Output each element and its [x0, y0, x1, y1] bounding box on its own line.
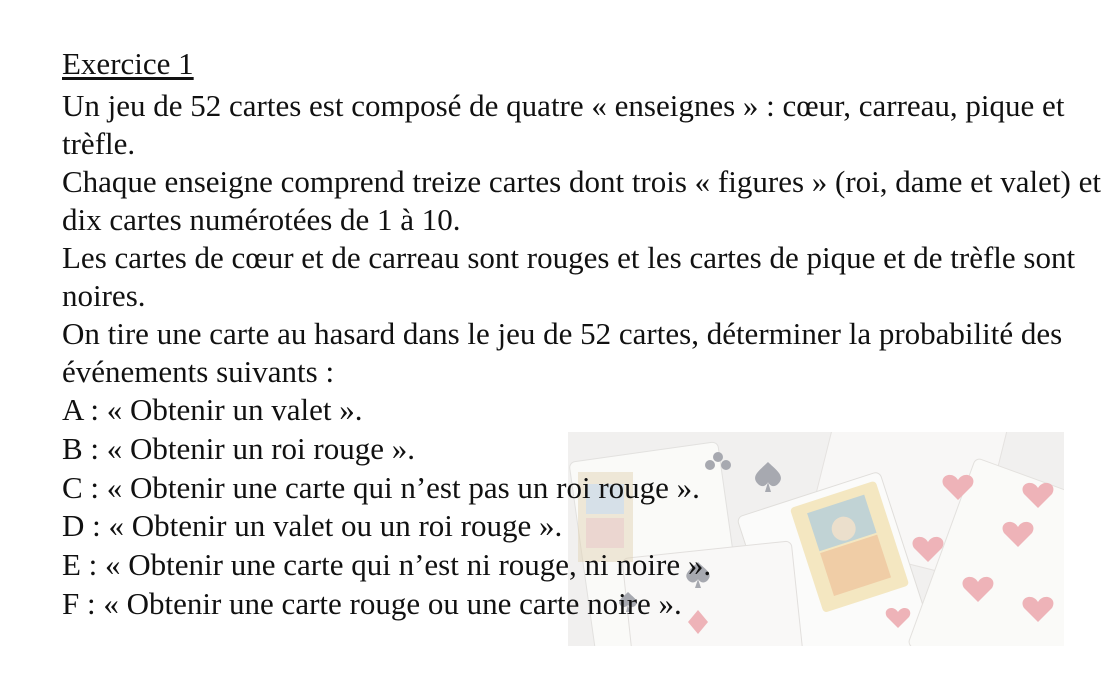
event-d: D : « Obtenir un valet ou un roi rouge ».	[62, 508, 563, 544]
events-list	[62, 391, 1107, 624]
exercise-title: Exercice 1	[62, 46, 194, 81]
suits-paragraph: Chaque enseigne comprend treize cartes dont trois « figures » (roi, dame et valet) et dix cartes numérotées de 1 à 10.	[62, 164, 1101, 237]
colors-paragraph: Les cartes de cœur et de carreau sont rouges et les cartes de pique et de trèfle sont noires.	[62, 240, 1076, 313]
intro-paragraph: Un jeu de 52 cartes est composé de quatre « enseignes » : cœur, carreau, pique et trèfle.	[62, 88, 1065, 161]
event-a: A : « Obtenir un valet ».	[62, 392, 363, 427]
exercise-document	[62, 45, 1107, 624]
event-f: F : « Obtenir une carte rouge ou une carte noire ».	[62, 585, 682, 621]
question-paragraph: On tire une carte au hasard dans le jeu de 52 cartes, déterminer la probabilité des événements suivants :	[62, 316, 1063, 389]
event-c: C : « Obtenir une carte qui n’est pas un roi rouge ».	[62, 469, 700, 505]
event-e: E : « Obtenir une carte qui n’est ni rouge, ni noire ».	[62, 547, 712, 583]
event-b: B : « Obtenir un roi rouge ».	[62, 430, 416, 466]
